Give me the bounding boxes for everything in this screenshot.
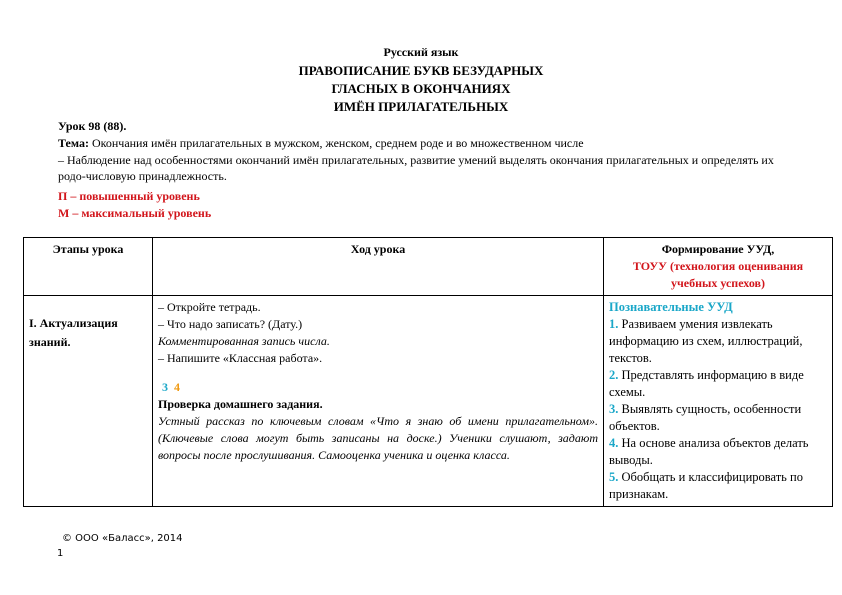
uud-num-4: 4. <box>609 436 619 450</box>
uud-text-2: Представлять информацию в виде схемы. <box>609 368 804 399</box>
level-maximum: М – максимальный уровень <box>58 206 212 220</box>
uud-item-1 <box>609 316 827 367</box>
header-process: Ход урока <box>153 238 604 296</box>
topic-text: Окончания имён прилагательных в мужском, женском, среднем роде и во множественном числе <box>88 136 584 150</box>
header-stages: Этапы урока <box>24 238 153 296</box>
table-row <box>24 296 833 507</box>
uud-item-4 <box>609 435 827 469</box>
page-number: 1 <box>57 548 64 559</box>
homework-text: Устный рассказ по ключевым словам «Что я знаю об имени прилагательном». (Ключевые слова могут быть записаны на доске.) Ученики слушают, задают вопросы после прослушивания. Самооценка ученика и оценка класса. <box>158 414 598 462</box>
uud-item-3 <box>609 401 827 435</box>
uud-num-2: 2. <box>609 368 619 382</box>
process-line-1: – Откройте тетрадь. <box>158 300 261 314</box>
process-cell <box>153 296 604 507</box>
uud-text-4: На основе анализа объектов делать выводы. <box>609 436 809 467</box>
topic-label: Тема: <box>58 136 89 150</box>
uud-item-5 <box>609 469 827 503</box>
marker-4: 4 <box>174 380 180 394</box>
lesson-number: Урок 98 (88). <box>58 119 127 133</box>
lesson-title-line-1: ПРАВОПИСАНИЕ БУКВ БЕЗУДАРНЫХ <box>298 63 544 78</box>
lesson-table <box>23 237 833 507</box>
uud-cell <box>604 296 833 507</box>
uud-title: Познавательные УУД <box>609 300 733 314</box>
header-uud-label: Формирование УУД, <box>661 242 775 256</box>
process-line-3: Комментированная запись числа. <box>158 334 330 348</box>
process-line-2: – Что надо записать? (Дату.) <box>158 317 303 331</box>
header-uud <box>604 238 833 296</box>
uud-num-1: 1. <box>609 317 619 331</box>
uud-text-3: Выявлять сущность, особенности объектов. <box>609 402 802 433</box>
uud-num-3: 3. <box>609 402 619 416</box>
uud-text-1: Развиваем умения извлекать информацию из схем, иллюстраций, текстов. <box>609 317 803 365</box>
subject-title: Русский язык <box>383 45 459 59</box>
level-markers <box>162 379 598 396</box>
stage-cell: I. Актуализация знаний. <box>24 296 153 507</box>
marker-3: 3 <box>162 380 168 394</box>
lesson-goal: – Наблюдение над особенностями окончаний имён прилагательных, развитие умений выделять окончания прилагательных и определять их родо-числовую принадлежность. <box>58 153 774 183</box>
header-touu-label: ТОУУ (технология оценивания учебных успехов) <box>632 259 804 290</box>
lesson-title-line-2: ГЛАСНЫХ В ОКОНЧАНИЯХ <box>331 81 511 96</box>
copyright: © ООО «Баласс», 2014 <box>62 533 183 544</box>
uud-num-5: 5. <box>609 470 619 484</box>
homework-title: Проверка домашнего задания. <box>158 397 323 411</box>
process-line-4: – Напишите «Классная работа». <box>158 351 323 365</box>
uud-item-2 <box>609 367 827 401</box>
level-advanced: П – повышенный уровень <box>58 189 200 203</box>
uud-text-5: Обобщать и классифицировать по признакам. <box>609 470 803 501</box>
table-header-row <box>24 238 833 296</box>
lesson-topic <box>58 135 584 151</box>
lesson-title-line-3: ИМЁН ПРИЛАГАТЕЛЬНЫХ <box>333 99 509 114</box>
